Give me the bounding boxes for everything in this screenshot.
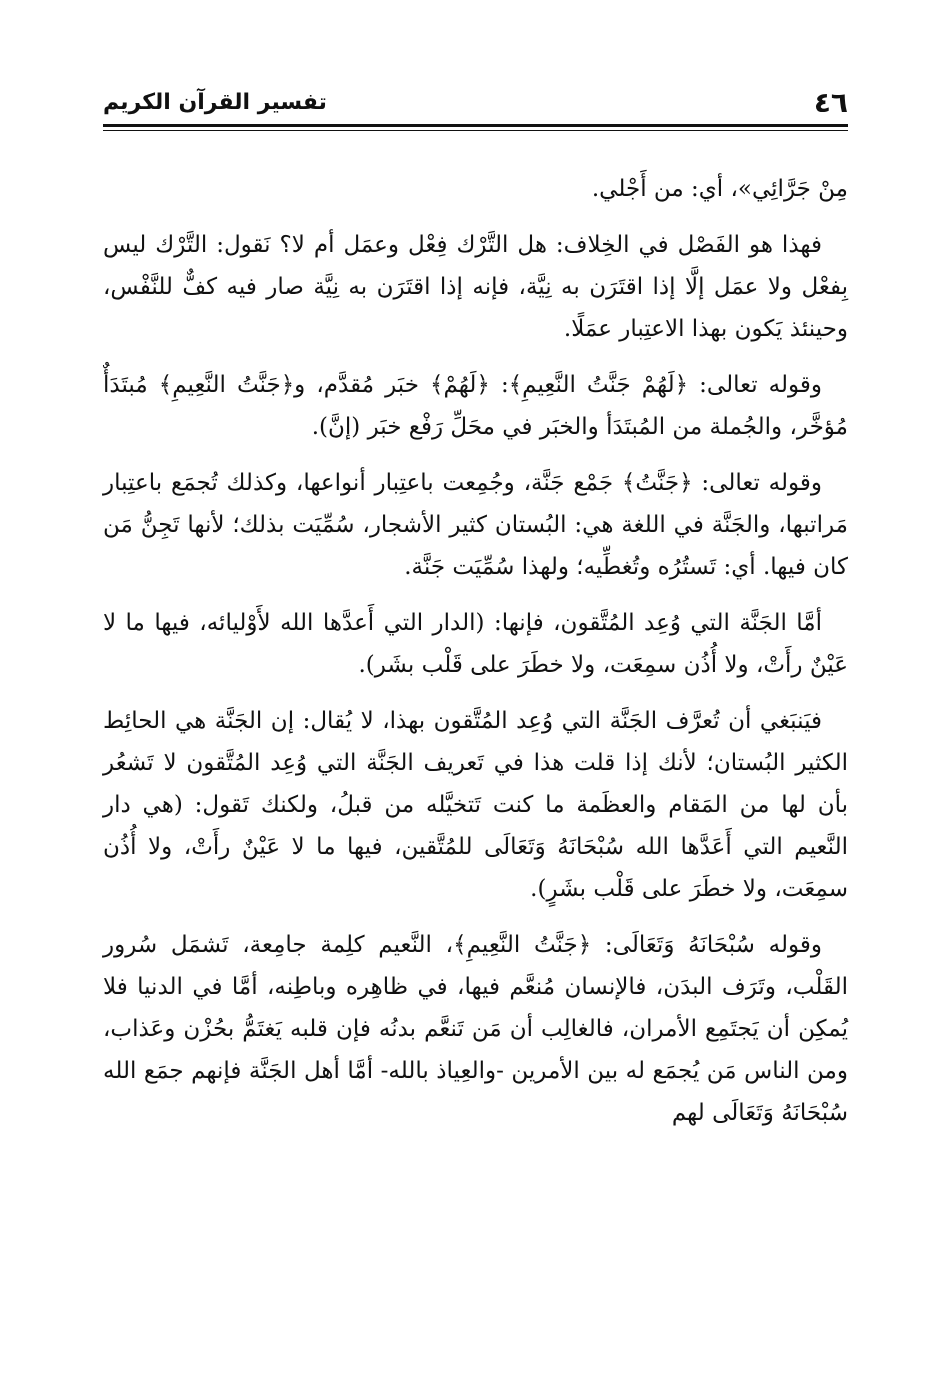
paragraph: وقوله تعالى: ﴿لَهُمْ جَنَّتُ النَّعِيمِ﴾: ﴿لَهُمْ﴾ خبَر مُقدَّم، و﴿جَنَّتُ النَّعِيمِ﴾ مُبتَدَأٌ مُؤخَّر، والجُملة من المُبتَدَأ والخبَر في محَلِّ رَفْع خبَر (إنَّ). (103, 372, 848, 440)
paragraph: فهذا هو الفَصْل في الخِلاف: هل التَّرْك فِعْل وعمَل أم لا؟ نَقول: التَّرْك ليس بِفعْل ولا عمَل إلَّا إذا اقتَرَن به نِيَّة، فإنه إذا اقتَرَن به نِيَّة صار فيه كفٌّ للنَّفْس، وحينئذ يَكون بهذا الاعتِبار عمَلًا. (103, 232, 848, 342)
paragraph: وقوله تعالى: ﴿جَنَّتُ﴾ جَمْع جَنَّة، وجُمِعت باعتِبار أنواعها، وكذلك تُجمَع باعتِبار مَراتبها، والجَنَّة في اللغة هي: البُستان كثير الأشجار، سُمِّيَت بذلك؛ لأنها تَجِنُّ مَن كان فيها. أي: تَستُرُه وتُغطِّيه؛ ولهذا سُمِّيَت جَنَّة. (103, 470, 848, 580)
page-number: ٤٦ (813, 86, 848, 119)
paragraph: أمَّا الجَنَّة التي وُعِد المُتَّقون، فإنها: (الدار التي أَعدَّها الله لأَوْليائه، فيها ما لا عَيْنٌ رأَتْ، ولا أُذُن سمِعَت، ولا خطَرَ على قَلْب بشَر). (103, 610, 848, 678)
paragraph: وقوله سُبْحَانَهُ وَتَعَالَى: ﴿جَنَّتُ النَّعِيمِ﴾، النَّعيم كلِمة جامِعة، تَشمَل سُرور القَلْب، وتَرَف البدَن، فالإنسان مُنعَّم فيها، في ظاهِره وباطِنه، أمَّا في الدنيا فلا يُمكِن أن يَجتَمِع الأمران، فالغالِب أن مَن تَنعَّم بدنُه فإن قلبه يَغتَمُّ بحُزْن وعَذاب، ومن الناس مَن يُجمَع له بين الأمرين -والعِياذ بالله- أمَّا أهل الجَنَّة فإنهم جمَع الله سُبْحَانَهُ وَتَعَالَى لهم (103, 932, 848, 1126)
header-rule-thin (103, 130, 848, 131)
header-rule (103, 124, 848, 127)
paragraph: فيَنبَغي أن تُعرَّف الجَنَّة التي وُعِد المُتَّقون بهذا، لا يُقال: إن الجَنَّة هي الحائِط الكثير البُستان؛ لأنك إذا قلت هذا في تَعريف الجَنَّة التي وُعِد المُتَّقون لا تَشعُر بأن لها من المَقام والعظَمة ما كنت تَتخيَّله من قبلُ، ولكنك تَقول: (هي دار النَّعيم التي أَعَدَّها الله سُبْحَانَهُ وَتَعَالَى للمُتَّقين، فيها ما لا عَيْنٌ رأَتْ، ولا أُذُن سمِعَت، ولا خطَرَ على قَلْب بشَرٍ). (103, 708, 848, 902)
page-header (103, 86, 848, 122)
paragraph: مِنْ جَرَّائِي»، أي: من أَجْلي. (591, 176, 848, 202)
running-title: تفسير القرآن الكريم (103, 90, 327, 115)
body-text (103, 168, 848, 1148)
